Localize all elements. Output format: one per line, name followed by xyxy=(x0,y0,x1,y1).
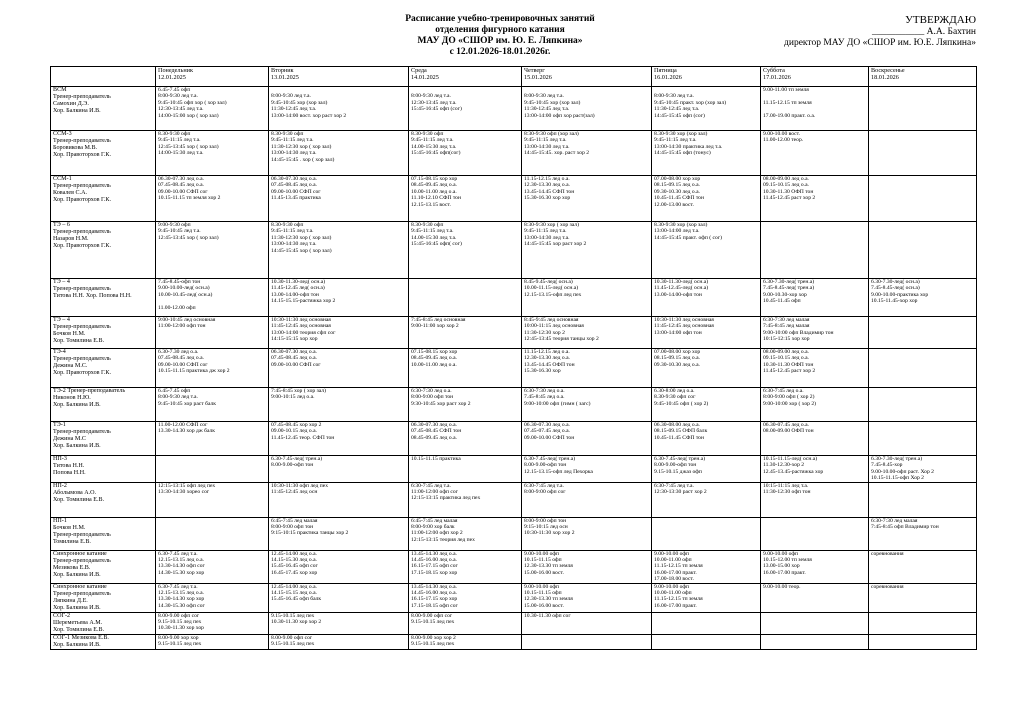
schedule-cell: 8.00-9.00 хор хор 2 9.15-10.15 лед пех xyxy=(409,634,522,649)
group-name: ССМ-3 Тренер-преподаватель Боровикова М.В. Хор. Правоторхов Г.К. xyxy=(51,131,156,176)
schedule-cell: 07.00-08.00 хор хор 08.15-09.15 лед о.а. 09.30-10.30 лед о.а. 10.45-11.45 СФП тон 12.00-13.00 вост. xyxy=(652,176,761,222)
schedule-cell: 9:00-9:30 офп 9:45-10:45 лед т.а. 12:45-13:45 хор ( хор зал) xyxy=(156,222,269,279)
schedule-cell: 6.30-7.45-лед( трен.а) 8.00-9.00-офп тон 12.15-13.15-офп лед Пехорка xyxy=(522,456,652,483)
group-name: ТЭ – 6 Тренер-преподаватель Назаров Н.М. Хор. Правоторхов Г.К. xyxy=(51,222,156,279)
schedule-cell: 13.45-14.30 лед о.а. 14.45-16.00 лед о.а. 16.15-17.15 хор хор 17.15-18.15 офп сог xyxy=(409,583,522,612)
schedule-cell: 6.30-7.45-лед( трен.а) 8.00-9.00-офп тон xyxy=(269,456,409,483)
schedule-cell: 6.30-7.45 лед т.а. 12.15-13.15 лед о.а. 13.30-14.30 хор хор 14.30-15.30 офп сог xyxy=(156,583,269,612)
group-row xyxy=(51,634,977,649)
group-name: НП-2 Аболымова А.О. Хор. Томилина Е.В. xyxy=(51,482,156,517)
schedule-cell: 6:30-7:45 лед т.а. 11:00-12:00 офп сог 12:15-13:15 практика лед пех xyxy=(409,482,522,517)
schedule-cell: 07.15-08.15 хор хор 08.45-09.45 лед о.а. 10.00-11.00 лед о.а. 11.10-12.10 СФП тон 12.15-13.15 вост. xyxy=(409,176,522,222)
schedule-cell: 6.30-7.30-лед( трен.а) 7.45-8.45-хор 9.00-10.00-офп раст. Хор 2 10.15-11.15-офп Хор 2 xyxy=(869,456,977,483)
schedule-cell: 6.45-7.45 офп 8:00-9:30 лед т.а. 9:45-10:45 хор раст балк xyxy=(156,388,269,422)
schedule-cell xyxy=(156,517,269,550)
schedule-cell xyxy=(869,634,977,649)
day-header: Вторник 13.01.2025 xyxy=(269,67,409,87)
schedule-cell: 07.45-08.45 хор хор 2 09.00-10.15 лед о.а. 11.45-12.45 теор. СФП тон xyxy=(269,422,409,456)
schedule-cell: 9:00-10:45 лед основная 11:00-12:00 офп тон xyxy=(156,317,269,349)
schedule-cell: 12.45-14.00 лед о.а. 14.15-15.15 лед о.а. 15.45-16.45 офп балк xyxy=(269,583,409,612)
schedule-cell: 6.30-7.30-лед( осн.а) 7.45-8.45-лед( осн.а) 9.00-10.00-практика хор 10.15-11.45-хор хор xyxy=(869,279,977,317)
director-signature: ___________ А.А. Бахтин xyxy=(872,27,976,37)
group-name: НП-3 Титова Н.Н. Попова Н.Н. xyxy=(51,456,156,483)
schedule-cell: 12.45-14.00 лед о.а. 14.15-15.30 лед о.а. 15.45-16.45 офп сог 16.45-17.45 хор хор xyxy=(269,550,409,583)
schedule-cell: 08.00-09.00 лед о.а. 09.15-10.15 лед о.а. 10.30-11.30 ОФП тон 11.45-12.45 раст хор 2 xyxy=(761,176,869,222)
group-row xyxy=(51,456,977,483)
schedule-cell: 6:30-7:45 лед т.а. 12:30-13:30 раст хор 2 xyxy=(652,482,761,517)
day-header: Пятница 16.01.2026 xyxy=(652,67,761,87)
schedule-cell: 10:30-11:30 лед основная 11:45-12:45 лед основная 13:00-14:00 офп тон xyxy=(652,317,761,349)
schedule-cell: 8.30-9:30 офп 9:45-11:15 лед т.а. 14.00-15:30 лед т.а. 15:45-16:45 офп(сог) xyxy=(409,131,522,176)
schedule-cell: 8:00-9:30 лед т.а. 9:45-10:45 практ. хор (хор зал) 11:30-12:45 лед т.а. 14:45-15:45 офп (сог) xyxy=(652,87,761,131)
group-row xyxy=(51,176,977,222)
schedule-cell: 9.00-10.00 офп 10.00-11.00 офп 11.15-12.15 тп земля 16.00-17.00 практ. xyxy=(652,583,761,612)
schedule-cell: 06.30-07.30 лед о.а. 07.45-08.45 лед о.а. 09.00-10.00 СФП сог 10.15-11.15 тп земля хор 2 xyxy=(156,176,269,222)
group-row xyxy=(51,349,977,388)
schedule-cell: 6:30-7:30 лед о.а. 7.45-8:45 лед о.а. 9:00-10:00 офп (гимн ( загс) xyxy=(522,388,652,422)
day-header: Четверг 15.01.2026 xyxy=(522,67,652,87)
group-name: ТЭ-1 Тренер-преподаватель Дежина М.С Хор. Балкина И.В. xyxy=(51,422,156,456)
group-name: НП-1 Бочков Н.М. Тренер-преподаватель Томилина Е.В. xyxy=(51,517,156,550)
schedule-cell: 7.45-8.45-офп тон 9.00-10.00-лед( осн.а) 10.00-10.45-лед( осн.а) 11.00-12.00 офп xyxy=(156,279,269,317)
group-row xyxy=(51,583,977,612)
schedule-cell: 6:45-7:45 лед малая 8:00-9:00 хор балк 11:00-12:00 офп хор 2 12:15-13:15 теория лед пех xyxy=(409,517,522,550)
schedule-cell: 8.00-9.00 хор хор 9.15-10.15 лед пех xyxy=(156,634,269,649)
schedule-cell: 8.30-9:30 хор (хор зал) 13:00-14:00 лед т.а. 14:45-15:45 практ. офп ( сог) xyxy=(652,222,761,279)
schedule-cell xyxy=(761,634,869,649)
schedule-cell xyxy=(869,87,977,131)
schedule-cell: 11.15-12.15 лед о.а. 12.30-13.30 лед о.а. 13.45-14.45 ОФП тон 15.30-16.30 хор xyxy=(522,349,652,388)
schedule-cell: 8:00-9:00 офп тон 9:15-10:15 лед осн 10:30-11:30 хор хор 2 xyxy=(522,517,652,550)
schedule-cell: 6:30-7:30 лед малая 7:45-8:45 офп Владимир тон xyxy=(869,517,977,550)
group-name: СОГ-1 Мезикова Е.В. Хор. Балкина И.В. xyxy=(51,634,156,649)
schedule-cell: 6.30-7.45-лед( трен.а) 8.00-9.00-офп тон 9.15-10.15 джаз офп xyxy=(652,456,761,483)
schedule-cell xyxy=(761,222,869,279)
schedule-cell: 9.00-10.00 офп 10.15-11.15 офп 12.30-13.30 тп земля 15.00-16.00 вост. xyxy=(522,583,652,612)
schedule-cell: 9.00-10.00 теор. xyxy=(761,583,869,612)
schedule-cell xyxy=(869,612,977,634)
schedule-cell: 8.00-9.00 офп сог 9.15-10.15 лед пех xyxy=(409,612,522,634)
group-row xyxy=(51,482,977,517)
schedule-cell: 8.45-9.45-лед( осн.а) 10.00-11.15-лед( осн.а) 12.15-13.15-офп лед пех xyxy=(522,279,652,317)
group-name: Синхронное катание Тренер-преподаватель Мезикова Е.В. Хор. Балкина И.В. xyxy=(51,550,156,583)
schedule-cell: 9.00-10.00 офп 10.15-11.15 офп 12.30-13.30 тп земля 15.00-16.00 вост. xyxy=(522,550,652,583)
group-name: ТЭ-4 Тренер-преподаватель Дежина М.С. Хор. Правоторхов Г.К. xyxy=(51,349,156,388)
schedule-cell: 8:00-9:30 лед т.а. 12:30-13:45 лед т.а. 15:45-16:45 офп (сог) xyxy=(409,87,522,131)
schedule-cell: 8.30-9:30 хор (хор зал) 9:45-11:15 лед т.а. 13:00-14:30 практика лед т.а. 14:45-15:45 офп (тонус) xyxy=(652,131,761,176)
schedule-cell: 6.45-7.45 офп 8:00-9:30 лед т.а. 9:45-10:45 офп хор ( хор зал) 12:30-13:45 лед т.а. 14:00-15:00 хор ( хор зал) xyxy=(156,87,269,131)
schedule-cell: 6:30-7:45 лед т.а. 8:00-9:00 офп сог xyxy=(522,482,652,517)
schedule-cell: 8.30-9:30 офп 9:45-11:15 лед т.а. 14.00-15:30 лед т.а. 15:45-16:45 офп( сог) xyxy=(409,222,522,279)
schedule-cell xyxy=(869,131,977,176)
schedule-cell: 8:00-9:30 лед т.а. 9:45-10:45 хор (хор зал) 11:30-12:45 лед т.а. 13:00-14:00 вост. хор раст хор 2 xyxy=(269,87,409,131)
schedule-cell: 8.00-9.00 офп сог 9.15-10.15 лед пех xyxy=(269,634,409,649)
schedule-cell: 6.30-7.30 лед о.а. 07.45-08.45 лед о.а. 09.00-10.00 СФП сог 10.15-11.15 практика дж хор 2 xyxy=(156,349,269,388)
schedule-cell: 9.00-10.00 офп 10.15-12.00 тп земля 13.00-15.00 хор 16.00-17.00 практ. xyxy=(761,550,869,583)
schedule-cell xyxy=(652,612,761,634)
group-name: ТЭ-2 Тренер-преподаватель Никонов Н.Ю. Хор. Балкина И.В. xyxy=(51,388,156,422)
schedule-cell: 11.15-12.15 лед о.а. 12.30-13.30 лед о.а. 13.45-14.45 СФП тон 15.30-16.30 хор хор xyxy=(522,176,652,222)
group-name: ТЭ – 4 Тренер-преподаватель Титова Н.Н. Хор. Попова Н.Н. xyxy=(51,279,156,317)
schedule-cell: 8.30-9:30 офп 9:45-11:15 лед т.а. 11:30-12:30 хор ( хор зал) 13:00-14:30 лед т.а. 14:45-15:45 хор ( хор зал) xyxy=(269,222,409,279)
schedule-cell: 10.15-11.15 практика xyxy=(409,456,522,483)
schedule-cell: 07.00-08.00 хор хор 08.15-09.15 лед о.а. 09.30-10.30 лед о.а. xyxy=(652,349,761,388)
schedule-cell: 11.00-12.00 СФП сог 13.30-14.30 хор дж балк xyxy=(156,422,269,456)
group-name: ССМ-1 Тренер-преподаватель Ковалев С.А. Хор. Правоторхов Г.К. xyxy=(51,176,156,222)
schedule-cell: 9.00-10.00 офп 10.00-11.00 офп 11.15-12.15 тп земля 16.00-17.00 практ. 17.00-18.00 вост. xyxy=(652,550,761,583)
schedule-cell: соревнования xyxy=(869,550,977,583)
schedule-title: Расписание учебно-тренировочных занятий отделения фигурного катания МАУ ДО «СШОР им. Ю. Е. Ляпкина» с 12.01.2026-18.01.2026г. xyxy=(405,14,595,57)
group-row xyxy=(51,517,977,550)
group-row xyxy=(51,317,977,349)
schedule-cell: 07.15-08.15 хор хор 08.45-09.45 лед о.а. 10.00-11.00 лед о.а. xyxy=(409,349,522,388)
approval-heading: УТВЕРЖДАЮ xyxy=(905,14,976,26)
schedule-cell: 8.30-9:30 офп 9:45-11:15 лед т.а. 12:45-13:45 хор ( хор зал) 14:00-15:30 лед т.а. xyxy=(156,131,269,176)
schedule-cell: 06.30-07.30 лед о.а. 07.45-08.45 СФП тон 08.45-09.45 лед о.а. xyxy=(409,422,522,456)
schedule-cell xyxy=(869,222,977,279)
schedule-cell xyxy=(869,422,977,456)
day-header: Суббота 17.01.2026 xyxy=(761,67,869,87)
group-row xyxy=(51,388,977,422)
schedule-cell: 6.30-7.45 лед т.а. 12.15-13.15 лед о.а. 13.30-14.30 офп сог 14.30-15.30 хор хор xyxy=(156,550,269,583)
schedule-cell: 10.30-11.30 офп сог xyxy=(522,612,652,634)
schedule-cell: 8.30-9:30 офп 9:45-11:15 лед т.а. 11:30-12:30 хор ( хор зал) 13:00-14:30 лед т.а. 14:45-15:45 . хор ( хор зал) xyxy=(269,131,409,176)
schedule-cell: 6:30-7:45 лед о.а. 8:00-9:00 офп ( хор 2) 9:00-10:00 хор ( хор 2) xyxy=(761,388,869,422)
schedule-cell: 6:45-7:45 лед малая 8:00-9:00 офп тон 9:15-10:15 практика танцы хор 2 xyxy=(269,517,409,550)
schedule-cell xyxy=(156,456,269,483)
group-row xyxy=(51,279,977,317)
day-header: Понедельник 12.01.2025 xyxy=(156,67,269,87)
schedule-cell: 10:15-11:15 лед т.а. 11:30-12:30 офп тон xyxy=(761,482,869,517)
schedule-cell: 06.30-08.00 лед о.а. 08.15-09.15 ОФП балк 10.45-11.45 СФП тон xyxy=(652,422,761,456)
schedule-cell: 8.00-9.00 офп сог 9.15-10.15 лед пех 10.30-11.30 хор хор xyxy=(156,612,269,634)
schedule-cell: 13.45-14.30 лед о.а. 14.45-16.00 лед о.а. 16.15-17.15 офп сог 17.15-18.15 хор хор xyxy=(409,550,522,583)
director-position: директор МАУ ДО «СШОР им. Ю.Е. Ляпкина» xyxy=(784,38,976,48)
schedule-cell: 08.00-09.00 лед о.а. 09.15-10.15 лед о.а. 10.30-11.30 ОФП тон 11.45-12.45 раст хор 2 xyxy=(761,349,869,388)
schedule-cell: 6.30-7.30-лед( трен.а) 7.45-8.45-лед( трен.а) 9.00-10.30-хор хор 10.45-11.45 офп xyxy=(761,279,869,317)
schedule-cell xyxy=(761,517,869,550)
group-row xyxy=(51,612,977,634)
group-row xyxy=(51,131,977,176)
group-row xyxy=(51,222,977,279)
schedule-cell: 06.30-07.30 лед о.а. 07.45-07.45 лед о.а. 09.00-10.00 СФП тон xyxy=(522,422,652,456)
schedule-cell xyxy=(652,517,761,550)
schedule-cell: 6:30-7:30 лед о.а. 8:00-9:00 офп тон 9:30-10:45 хор раст хор 2 xyxy=(409,388,522,422)
schedule-cell: 6:30-7:30 лед малая 7:45-8:45 лед малая 9:00-10:00 офп Владимир тон 10:15-12:15 хор хор xyxy=(761,317,869,349)
group-name: Синхронное катание Тренер-преподаватель Ляпкина Д.Е. Хор. Балкина И.В. xyxy=(51,583,156,612)
schedule-cell xyxy=(869,317,977,349)
schedule-cell: 10.30-11.30-лед( осн.а) 11.45-12.45 лед( осн.а) 13.00-14.00-офп тон 14.15-15.15-растяжка хор 2 xyxy=(269,279,409,317)
schedule-cell xyxy=(869,388,977,422)
schedule-cell: 10.30-11.30-лед( осн.а) 11.45-12.45-лед( осн.а) 13.00-14.00-офп тон xyxy=(652,279,761,317)
schedule-cell: 7:45-8:45 лед основная 9:00-11:00 хор хор 2 xyxy=(409,317,522,349)
schedule-table xyxy=(50,66,977,650)
schedule-cell: 9.00-10.00 вост. 11.00-12.00 теор. xyxy=(761,131,869,176)
schedule-cell: 10.15-11.15-лед( осн.а) 11.30-12.30-хор 2 12.45-13.45-растяжка хор xyxy=(761,456,869,483)
group-name: ТЭ – 4 Тренер-преподаватель Бочков Н.М. Хор. Томилина Е.В. xyxy=(51,317,156,349)
schedule-cell: 10:30-11:30 лед основная 11:45-12:45 лед основная 13:00-14:00 теория сфп сог 14:15-15:15 хор хор xyxy=(269,317,409,349)
group-name: ВСМ Тренер-преподаватель Самохин Д.Э. Хор. Балкина И.В. xyxy=(51,87,156,131)
schedule-cell: 10:30-11:30 офп лед пех 11:45-12:45 лед осн xyxy=(269,482,409,517)
schedule-cell: 7:45-8:45 хор ( хор зал) 9:00-10:15 лед о.а. xyxy=(269,388,409,422)
group-row xyxy=(51,550,977,583)
schedule-cell: 8:00-9:30 лед т.а. 9:45-10:45 хор (хор зал) 11:30-12:45 лед т.а. 13:00-14:00 офп хор раст(зал) xyxy=(522,87,652,131)
schedule-cell: 8:45-9:45 лед основная 10:00-11:15 лед основная 11:30-12:30 хор 2 12:45-13:45 теория танцы хор 2 xyxy=(522,317,652,349)
group-row xyxy=(51,422,977,456)
schedule-cell: 8:30-9:30 офп (хор зал) 9:45-11:15 лед т.а. 13:00-14:30 лед т.а. 14:45-15:45. хор. раст хор 2 xyxy=(522,131,652,176)
approval-block xyxy=(760,14,976,49)
schedule-cell: 06.30-07.30 лед о.а. 07.45-08.45 лед о.а. 09.00-10.00 СФП сог 11.45-13.45 практика xyxy=(269,176,409,222)
group-name: СОГ-2 Шереметьева А.М. Хор. Томилина Е.В. xyxy=(51,612,156,634)
schedule-cell: 12:15-13:15 офп лед пех 13:30-14:30 хорео сог xyxy=(156,482,269,517)
schedule-cell: 6.30-8:00 лед о.а. 8.30-9:30 офп сог 9:45-10:45 офп ( хор 2) xyxy=(652,388,761,422)
schedule-cell xyxy=(652,634,761,649)
corner-cell xyxy=(51,67,156,87)
group-row xyxy=(51,87,977,131)
schedule-cell xyxy=(869,349,977,388)
header-row xyxy=(51,67,977,87)
schedule-cell: 9.00-11.00 тп земля 11.15-12.15 тп земля 17.00-19.00 практ. о.а. xyxy=(761,87,869,131)
schedule-cell xyxy=(522,634,652,649)
day-header: Воскресенье 18.01.2026 xyxy=(869,67,977,87)
schedule-cell: 06.30-07.45 лед о.а. 08.00-09.00 ОФП тон xyxy=(761,422,869,456)
schedule-cell xyxy=(869,176,977,222)
schedule-cell: 8:30-9:30 хор ( хор зал) 9:45-11:15 лед т.а. 13:00-14:30 лед т.а. 14:45-15:45 хор раст хор 2 xyxy=(522,222,652,279)
schedule-cell xyxy=(761,612,869,634)
schedule-cell: 06.30-07.30 лед о.а. 07.45-08.45 лед о.а. 09.00-10.00 СФП сог xyxy=(269,349,409,388)
day-header: Среда 14.01.2025 xyxy=(409,67,522,87)
schedule-cell: 9.15-10.15 лед пех 10.30-11.30 хор хор 2 xyxy=(269,612,409,634)
schedule-cell: соревнования xyxy=(869,583,977,612)
schedule-cell xyxy=(409,279,522,317)
schedule-cell xyxy=(869,482,977,517)
